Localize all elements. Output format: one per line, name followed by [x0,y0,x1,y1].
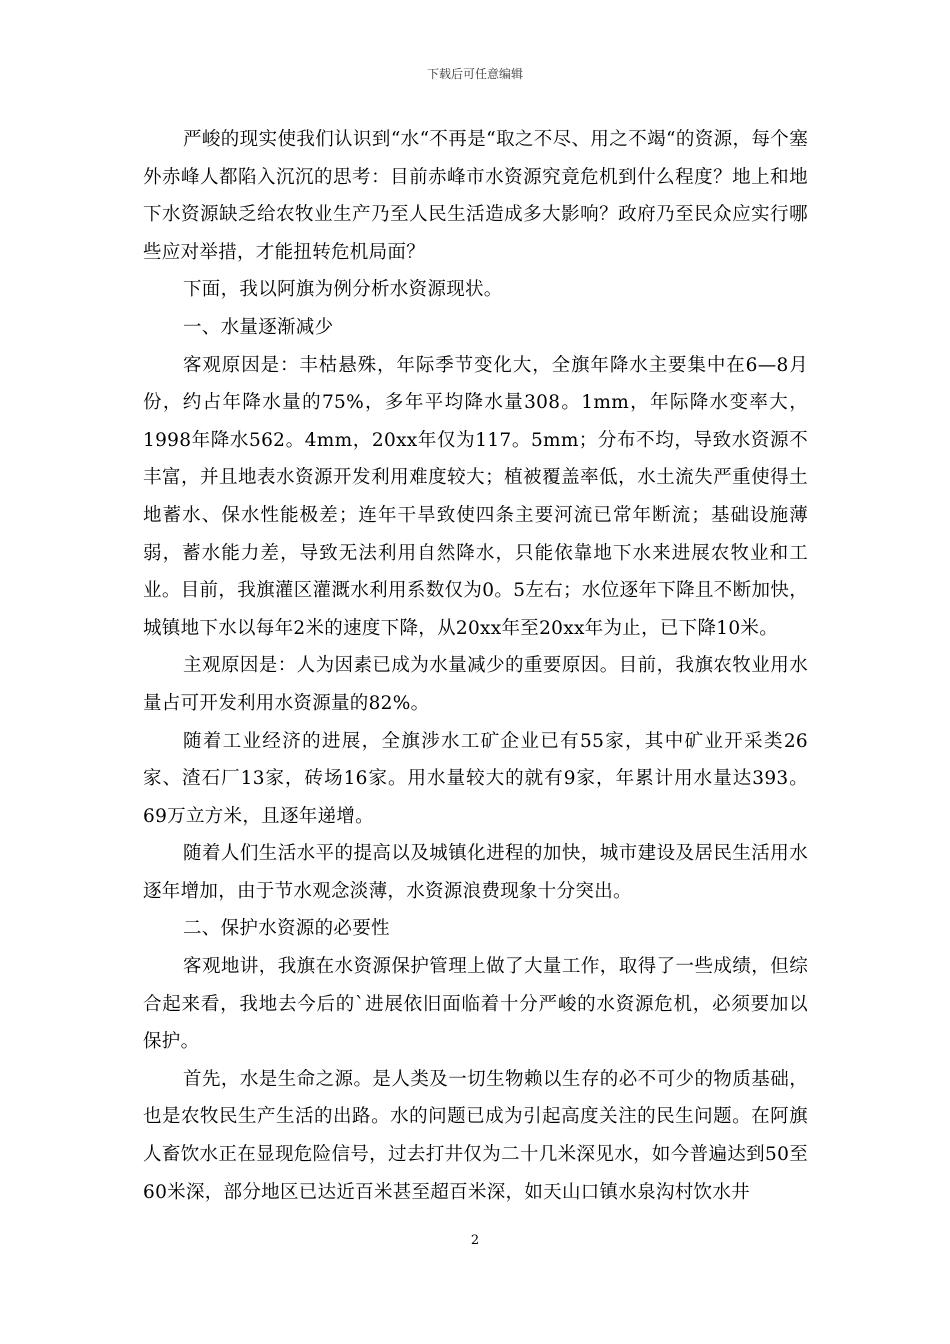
paragraph-intro: 严峻的现实使我们认识到“水“不再是“取之不尽、用之不竭“的资源，每个塞外赤峰人都陷入沉沉的思考：目前赤峰市水资源究竟危机到什么程度？地上和地下水资源缺乏给农牧业生产乃至人民生活造成多大影响？政府乃至民众应实行哪些应对举措，才能扭转危机局面？ [143,129,808,263]
section-heading-1: 一、水量逐渐减少 [183,316,334,338]
paragraph-first-point: 首先，水是生命之源。是人类及一切生物赖以生存的必不可少的物质基础，也是农牧民生产生活的出路。水的问题已成为引起高度关注的民生问题。在阿旗人畜饮水正在显现危险信号，过去打井仅为二十几米深见水，如今普遍达到50至60米深，部分地区已达近百米甚至超百米深，如天山口镇水泉沟村饮水井 [143,1068,808,1203]
paragraph-protection: 客观地讲，我旗在水资源保护管理上做了大量工作，取得了一些成绩，但综合起来看，我地去今后的`进展依旧面临着十分严峻的水资源危机，必须要加以保护。 [143,956,808,1053]
section-heading-2: 二、保护水资源的必要性 [183,918,390,940]
paragraph-urbanization: 随着人们生活水平的提高以及城镇化进程的加快，城市建设及居民生活用水逐年增加，由于节水观念淡薄，水资源浪费现象十分突出。 [143,843,808,902]
document-body [143,121,808,1211]
paragraph-analysis-intro: 下面，我以阿旗为例分析水资源现状。 [183,279,503,301]
paragraph-objective-causes: 客观原因是：丰枯悬殊，年际季节变化大，全旗年降水主要集中在6—8月份，约占年降水量的75%，多年平均降水量308。1mm，年际降水变率大，1998年降水562。4mm，20xx年仅为117。5mm；分布不均，导致水资源不丰富，并且地表水资源开发利用难度较大；植被覆盖率低，水土流失严重使得土地蓄水、保水性能极差；连年干旱致使四条主要河流已常年断流；基础设施薄弱，蓄水能力差，导致无法利用自然降水，只能依靠地下水来进展农牧业和工业。目前，我旗灌区灌溉水利用系数仅为0。5左右；水位逐年下降且不断加快，城镇地下水以每年2米的速度下降，从20xx年至20xx年为止，已下降10米。 [143,354,808,639]
paragraph-industry: 随着工业经济的进展，全旗涉水工矿企业已有55家，其中矿业开采类26家、渣石厂13家，砖场16家。用水量较大的就有9家，年累计用水量达393。69万立方米，且逐年递增。 [143,730,808,827]
paragraph-subjective-causes: 主观原因是：人为因素已成为水量减少的重要原因。目前，我旗农牧业用水量占可开发利用水资源量的82%。 [143,655,808,714]
page-header: 下载后可任意编辑 [426,67,523,81]
page-number: 2 [470,1233,480,1248]
